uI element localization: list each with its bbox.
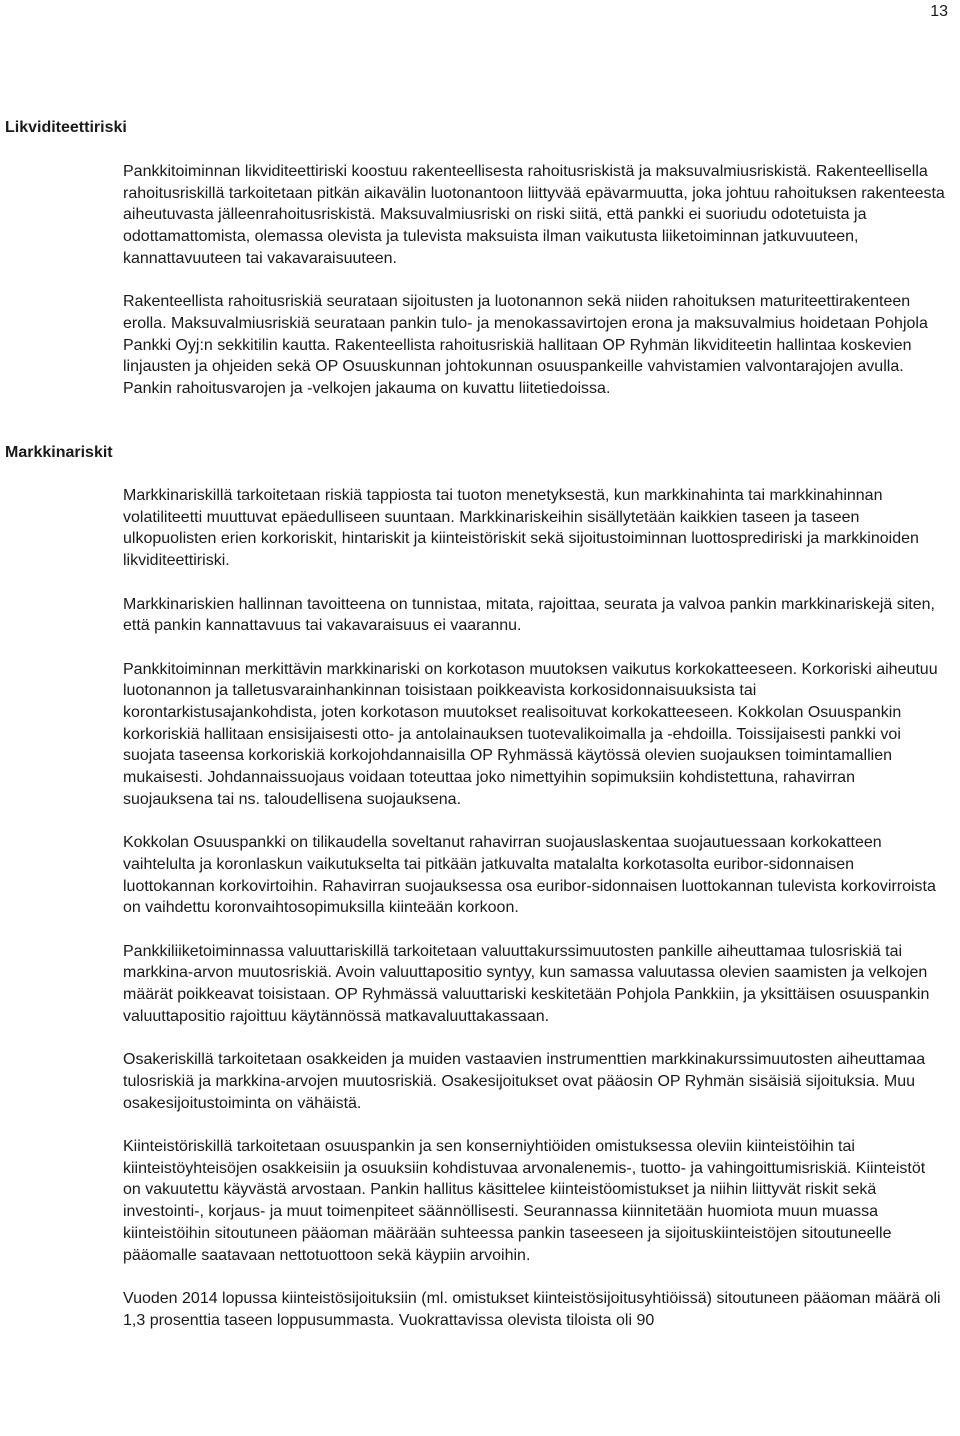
paragraph: Pankkitoiminnan merkittävin markkinariski on korkotason muutoksen vaikutus korkokatteeseen. Korkoriski aiheutuu luotonannon ja talletusvarainhankinnan toisistaan poikkeavista korkosidonnaisuuksista tai korontarkistusajankohdista, joten korkotason muutokset realisoituvat korkokatteeseen. Kokkolan Osuuspankin korkoriskiä hallitaan ensisijaisesti otto- ja antolainauksen tuotevalikoimalla ja -ehdoilla. Toissijaisesti pankki voi suojata taseensa korkoriskiä korkojohdannaisilla OP Ryhmässä käytössä olevien suojauksen toimintamallien mukaisesti. Johdannaissuojaus voidaan toteuttaa joko nimettyihin sopimuksiin kohdistettuna, rahavirran suojauksena tai ns. taloudellisena suojauksena. (123, 660, 938, 808)
paragraph: Markkinariskillä tarkoitetaan riskiä tappiosta tai tuoton menetyksestä, kun markkinahinta tai markkinahinnan volatiliteetti muuttuvat epäedulliseen suuntaan. Markkinariskeihin sisällytetään kaikkien taseen ja taseen ulkopuolisten erien korkoriskit, hintariskit ja kiinteistöriskit sekä sijoitustoiminnan luottosprediriski ja markkinoiden likviditeettiriski. (123, 487, 919, 570)
section-body-markkinariskit (123, 485, 945, 1331)
paragraph: Pankkitoiminnan likviditeettiriski koostuu rakenteellisesta rahoitusriskistä ja maksuvalmiusriskistä. Rakenteellisella rahoitusriskillä tarkoitetaan pitkän aikavälin luotonantoon liittyvää epävarmuutta, joka johtuu rahoituksen rakenteesta aiheutuvasta jälleenrahoitusriskistä. Maksuvalmiusriski on riski siitä, että pankki ei suoriudu odotetuista ja odottamattomista, olemassa olevista ja tulevista maksuista ilman vaikutusta liiketoiminnan jatkuvuuteen, kannattavuuteen tai vakavaraisuuteen. (123, 163, 945, 267)
paragraph: Pankkiliiketoiminnassa valuuttariskillä tarkoitetaan valuuttakurssimuutosten pankille aiheuttamaa tulosriskiä tai markkina-arvon muutosriskiä. Avoin valuuttapositio syntyy, kun samassa valuutassa olevien saamisten ja velkojen määrät poikkeavat toisistaan. OP Ryhmässä valuuttariski keskitetään Pohjola Pankkiin, ja yksittäisen osuuspankin valuuttapositio rajoittuu käytännössä matkavaluuttakassaan. (123, 942, 930, 1025)
section-body-likviditeettiriski (123, 161, 945, 400)
paragraph: Markkinariskien hallinnan tavoitteena on tunnistaa, mitata, rajoittaa, seurata ja valvoa pankin markkinariskejä siten, että pankin kannattavuus tai vakavaraisuus ei vaarannu. (123, 595, 935, 635)
paragraph: Kokkolan Osuuspankki on tilikaudella soveltanut rahavirran suojauslaskentaa suojautuessaan korkokatteen vaihtelulta ja koronlaskun vaikutukselta tai pitkään jatkuvalta matalalta korkotasolta euribor-sidonnaisen luottokannan korkovirtoihin. Rahavirran suojauksessa osa euribor-sidonnaisen luottokannan tulevista korkovirroista on vaihdettu koronvaihtosopimuksilla kiinteään korkoon. (123, 834, 936, 917)
paragraph: Rakenteellista rahoitusriskiä seurataan sijoitusten ja luotonannon sekä niiden rahoituksen maturiteettirakenteen erolla. Maksuvalmiusriskiä seurataan pankin tulo- ja menokassavirtojen erona ja maksuvalmius hoidetaan Pohjola Pankki Oyj:n sekkitilin kautta. Rakenteellista rahoitusriskiä hallitaan OP Ryhmän likviditeetin hallintaa koskevien linjausten ja ohjeiden sekä OP Osuuskunnan johtokunnan osuuspankeille vahvistamien valvontarajojen avulla. Pankin rahoitusvarojen ja -velkojen jakauma on kuvattu liitetiedoissa. (123, 293, 928, 398)
paragraph: Vuoden 2014 lopussa kiinteistösijoituksiin (ml. omistukset kiinteistösijoitusyhtiöissä) sitoutuneen pääoman määrä oli 1,3 prosenttia taseen loppusummasta. Vuokrattavissa olevista tiloista oli 90 (123, 1289, 941, 1329)
paragraph: Osakeriskillä tarkoitetaan osakkeiden ja muiden vastaavien instrumenttien markkinakurssimuutosten aiheuttamaa tulosriskiä ja markkina-arvojen muutosriskiä. Osakesijoitukset ovat pääosin OP Ryhmän sisäisiä sijoituksia. Muu osakesijoitustoiminta on vähäistä. (123, 1051, 926, 1112)
section-heading-likviditeettiriski: Likviditeettiriski (5, 119, 127, 136)
paragraph: Kiinteistöriskillä tarkoitetaan osuuspankin ja sen konserniyhtiöiden omistuksessa oleviin kiinteistöihin tai kiinteistöyhteisöjen osakkeisiin ja osuuksiin kohdistuvaa arvonalenemis-, tuotto- ja vahingoittumisriskiä. Kiinteistöt on vakuutettu käyvästä arvostaan. Pankin hallitus käsittelee kiinteistöomistukset ja niihin liittyvät riskit sekä investointi-, korjaus- ja muut toimenpiteet säännöllisesti. Seurannassa kiinnitetään huomiota muun muassa kiinteistöihin sitoutuneen pääoman määrään suhteessa pankin taseeseen ja sijoituskiinteistöjen sitoutuneelle pääomalle saatavaan nettotuottoon sekä käypiin arvoihin. (123, 1138, 926, 1264)
section-heading-markkinariskit: Markkinariskit (5, 444, 113, 461)
page-number: 13 (930, 3, 948, 20)
